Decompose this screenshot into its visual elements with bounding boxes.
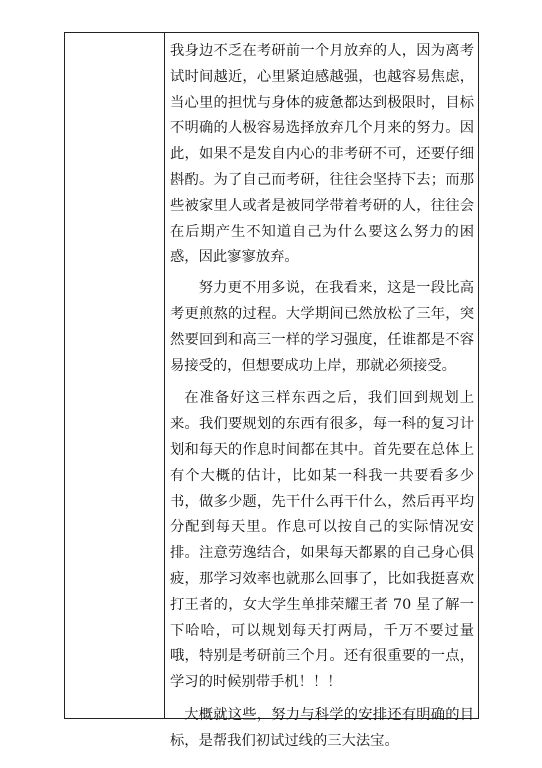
paragraph-1: 我身边不乏在考研前一个月放弃的人，因为离考试时间越近，心里紧迫感越强，也越容易焦虑，当心里的担忧与身体的疲惫都达到极限时，目标不明确的人极容易选择放弃几个月来的努力。因此，如果不是发自内心的非考研不可，还要仔细斟酌。为了自己而考研，往往会坚持下去；而那些被家里人或者是被同学带着考研的人，往往会在后期产生不知道自己为什么要这么努力的困惑，因此寥寥放弃。 <box>170 43 474 266</box>
document-table <box>64 32 479 749</box>
table-left-column <box>65 33 165 718</box>
paragraph-2: 努力更不用多说，在我看来，这是一段比高考更煎熬的过程。大学期间已然放松了三年，突然要回到和高三一样的学习强度，任谁都是不容易接受的，但想要成功上岸，那就必须接受。 <box>170 280 474 374</box>
paragraph-3: 在准备好这三样东西之后，我们回到规划上来。我们要规划的东西有很多，每一科的复习计划和每天的作息时间都在其中。首先要在总体上有个大概的估计，比如某一科我一共要看多少书，做多少题，先干什么再干什么，然后再平均分配到每天里。作息可以按自己的实际情况安排。注意劳逸结合，如果每天都累的自己身心俱疲，那学习效率也就那么回事了，比如我挺喜欢打王者的，女大学生单排荣耀王者 70 星了解一下哈哈，可以规划每天打两局，千万不要过量哦，特别是考研前三个月。还有很重要的一点，学习的时候别带手机！！！ <box>170 390 474 691</box>
table-content-cell <box>170 39 474 755</box>
paragraph-4: 大概就这些，努力与科学的安排还有明确的目标，是帮我们初试过线的三大法宝。 <box>170 706 474 749</box>
